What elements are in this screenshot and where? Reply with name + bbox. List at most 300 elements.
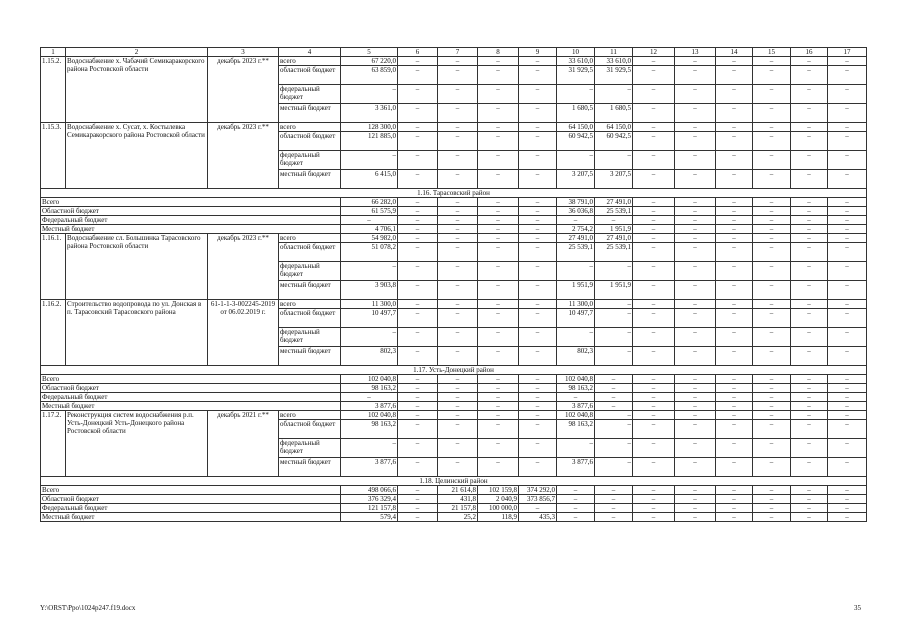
value-cell: – xyxy=(753,85,791,104)
value-cell: – xyxy=(557,328,595,347)
value-cell: – xyxy=(828,486,867,495)
value-cell: 1 951,9 xyxy=(557,281,595,300)
value-cell: – xyxy=(791,123,828,132)
funding-source: всего xyxy=(279,300,341,309)
value-cell: – xyxy=(753,66,791,85)
value-cell: – xyxy=(753,123,791,132)
region-title-row xyxy=(41,366,867,375)
value-cell: – xyxy=(478,170,519,189)
value-cell: – xyxy=(675,439,716,458)
value-cell: – xyxy=(753,393,791,402)
column-number-header: 11 xyxy=(595,48,633,57)
value-cell: – xyxy=(398,375,438,384)
value-cell: – xyxy=(753,513,791,522)
column-number-header: 12 xyxy=(633,48,675,57)
item-term: 61-1-1-3-002245-2019 от 06.02.2019 г. xyxy=(208,300,279,366)
header-row xyxy=(41,48,867,57)
value-cell: – xyxy=(478,207,519,216)
value-cell: – xyxy=(791,151,828,170)
value-cell: – xyxy=(595,513,633,522)
value-cell: – xyxy=(675,262,716,281)
value-cell: – xyxy=(828,420,867,439)
total-label: Всего xyxy=(41,486,341,495)
value-cell: – xyxy=(478,384,519,393)
item-term: декабрь 2023 г.** xyxy=(208,123,279,189)
value-cell: – xyxy=(557,85,595,104)
value-cell: – xyxy=(478,104,519,123)
value-cell: – xyxy=(633,384,675,393)
value-cell: – xyxy=(716,243,753,262)
total-label: Областной бюджет xyxy=(41,495,341,504)
value-cell: – xyxy=(753,495,791,504)
value-cell: – xyxy=(438,151,478,170)
value-cell: – xyxy=(478,439,519,458)
value-cell: – xyxy=(341,393,398,402)
column-number-header: 4 xyxy=(279,48,341,57)
value-cell: – xyxy=(791,411,828,420)
value-cell: – xyxy=(438,198,478,207)
value-cell: 1 680,5 xyxy=(595,104,633,123)
value-cell: – xyxy=(716,458,753,477)
value-cell: – xyxy=(675,151,716,170)
value-cell: – xyxy=(633,207,675,216)
value-cell: – xyxy=(828,458,867,477)
value-cell: – xyxy=(595,262,633,281)
value-cell: – xyxy=(791,216,828,225)
total-label: Федеральный бюджет xyxy=(41,393,341,402)
funding-source: местный бюджет xyxy=(279,281,341,300)
value-cell: – xyxy=(716,486,753,495)
item-number: 1.15.2. xyxy=(41,57,66,123)
funding-source: всего xyxy=(279,57,341,66)
value-cell: – xyxy=(438,347,478,366)
value-cell: – xyxy=(716,513,753,522)
value-cell: – xyxy=(791,375,828,384)
value-cell: – xyxy=(716,207,753,216)
value-cell: – xyxy=(595,458,633,477)
value-cell: – xyxy=(716,420,753,439)
value-cell: – xyxy=(398,104,438,123)
budget-table xyxy=(40,47,867,522)
value-cell: – xyxy=(716,170,753,189)
value-cell: – xyxy=(398,123,438,132)
value-cell: – xyxy=(478,216,519,225)
value-cell: 36 036,8 xyxy=(557,207,595,216)
value-cell: 3 207,5 xyxy=(595,170,633,189)
value-cell: 3 903,8 xyxy=(341,281,398,300)
value-cell: – xyxy=(519,375,557,384)
value-cell: – xyxy=(633,504,675,513)
column-number-header: 15 xyxy=(753,48,791,57)
value-cell: – xyxy=(753,207,791,216)
value-cell: – xyxy=(438,57,478,66)
item-term: декабрь 2023 г.** xyxy=(208,57,279,123)
value-cell: – xyxy=(595,216,633,225)
region-total-row xyxy=(41,198,867,207)
value-cell: – xyxy=(675,504,716,513)
value-cell: – xyxy=(478,57,519,66)
value-cell: – xyxy=(716,132,753,151)
value-cell: 3 877,6 xyxy=(557,402,595,411)
value-cell: 118,9 xyxy=(478,513,519,522)
value-cell: – xyxy=(595,411,633,420)
value-cell: 6 415,0 xyxy=(341,170,398,189)
value-cell: – xyxy=(633,402,675,411)
value-cell: – xyxy=(753,243,791,262)
funding-source: местный бюджет xyxy=(279,458,341,477)
value-cell: – xyxy=(791,66,828,85)
value-cell: – xyxy=(675,309,716,328)
value-cell: – xyxy=(438,439,478,458)
total-label: Федеральный бюджет xyxy=(41,216,341,225)
funding-source: федеральный бюджет xyxy=(279,85,341,104)
value-cell: – xyxy=(478,151,519,170)
value-cell: – xyxy=(753,216,791,225)
region-total-row xyxy=(41,225,867,234)
region-total-row xyxy=(41,393,867,402)
value-cell: – xyxy=(716,66,753,85)
value-cell: – xyxy=(753,384,791,393)
value-cell: – xyxy=(478,243,519,262)
value-cell: 498 066,6 xyxy=(341,486,398,495)
value-cell: – xyxy=(675,216,716,225)
value-cell: – xyxy=(753,281,791,300)
value-cell: – xyxy=(828,243,867,262)
column-number-header: 17 xyxy=(828,48,867,57)
value-cell: – xyxy=(478,402,519,411)
value-cell: – xyxy=(675,495,716,504)
value-cell: – xyxy=(519,66,557,85)
value-cell: – xyxy=(716,504,753,513)
value-cell: – xyxy=(398,458,438,477)
funding-source: всего xyxy=(279,234,341,243)
value-cell: – xyxy=(716,300,753,309)
region-total-row xyxy=(41,495,867,504)
value-cell: – xyxy=(828,513,867,522)
value-cell: 128 300,0 xyxy=(341,123,398,132)
value-cell: – xyxy=(398,281,438,300)
funding-source: всего xyxy=(279,123,341,132)
value-cell: 98 163,2 xyxy=(341,420,398,439)
value-cell: 4 706,1 xyxy=(341,225,398,234)
value-cell: – xyxy=(675,281,716,300)
column-number-header: 9 xyxy=(519,48,557,57)
value-cell: – xyxy=(791,85,828,104)
value-cell: – xyxy=(716,216,753,225)
value-cell: – xyxy=(633,57,675,66)
value-cell: – xyxy=(633,132,675,151)
value-cell: – xyxy=(716,375,753,384)
value-cell: 67 220,0 xyxy=(341,57,398,66)
value-cell: 27 491,0 xyxy=(595,198,633,207)
value-cell: 11 300,0 xyxy=(341,300,398,309)
value-cell: – xyxy=(519,309,557,328)
value-cell: – xyxy=(675,384,716,393)
value-cell: – xyxy=(753,57,791,66)
value-cell: – xyxy=(828,234,867,243)
value-cell: – xyxy=(633,198,675,207)
value-cell: – xyxy=(828,300,867,309)
value-cell: – xyxy=(753,420,791,439)
value-cell: – xyxy=(438,393,478,402)
value-cell: – xyxy=(753,328,791,347)
value-cell: – xyxy=(753,375,791,384)
value-cell: – xyxy=(398,420,438,439)
value-cell: – xyxy=(675,243,716,262)
value-cell: – xyxy=(675,375,716,384)
value-cell: – xyxy=(398,132,438,151)
value-cell: – xyxy=(557,486,595,495)
funding-source: областной бюджет xyxy=(279,132,341,151)
value-cell: – xyxy=(675,170,716,189)
value-cell: – xyxy=(595,495,633,504)
value-cell: – xyxy=(828,170,867,189)
value-cell: – xyxy=(519,347,557,366)
region-total-row xyxy=(41,375,867,384)
value-cell: – xyxy=(791,347,828,366)
value-cell: 376 329,4 xyxy=(341,495,398,504)
region-total-row xyxy=(41,513,867,522)
value-cell: 102 040,8 xyxy=(557,411,595,420)
value-cell: – xyxy=(398,243,438,262)
value-cell: – xyxy=(675,420,716,439)
value-cell: – xyxy=(828,393,867,402)
value-cell: – xyxy=(633,85,675,104)
value-cell: – xyxy=(519,234,557,243)
value-cell: – xyxy=(633,458,675,477)
value-cell: – xyxy=(716,151,753,170)
region-total-row xyxy=(41,384,867,393)
value-cell: – xyxy=(519,123,557,132)
value-cell: 3 207,5 xyxy=(557,170,595,189)
value-cell: 98 163,2 xyxy=(341,384,398,393)
item-number: 1.17.2. xyxy=(41,411,66,477)
value-cell: 64 150,0 xyxy=(557,123,595,132)
column-number-header: 16 xyxy=(791,48,828,57)
value-cell: – xyxy=(633,411,675,420)
value-cell: 1 951,9 xyxy=(595,225,633,234)
value-cell: – xyxy=(557,262,595,281)
value-cell: 63 859,0 xyxy=(341,66,398,85)
value-cell: – xyxy=(557,495,595,504)
value-cell: – xyxy=(791,439,828,458)
value-cell: – xyxy=(519,216,557,225)
value-cell: – xyxy=(398,411,438,420)
value-cell: – xyxy=(633,420,675,439)
value-cell: – xyxy=(398,439,438,458)
value-cell: – xyxy=(438,123,478,132)
value-cell: – xyxy=(519,393,557,402)
value-cell: – xyxy=(791,198,828,207)
value-cell: – xyxy=(753,132,791,151)
value-cell: – xyxy=(478,66,519,85)
value-cell: – xyxy=(716,439,753,458)
value-cell: – xyxy=(791,234,828,243)
value-cell: 3 361,0 xyxy=(341,104,398,123)
total-label: Местный бюджет xyxy=(41,225,341,234)
value-cell: – xyxy=(519,328,557,347)
value-cell: – xyxy=(753,411,791,420)
item-row xyxy=(41,234,867,243)
value-cell: – xyxy=(675,104,716,123)
value-cell: – xyxy=(398,66,438,85)
value-cell: – xyxy=(828,198,867,207)
value-cell: 66 282,0 xyxy=(341,198,398,207)
total-label: Областной бюджет xyxy=(41,384,341,393)
value-cell: – xyxy=(478,234,519,243)
value-cell: – xyxy=(675,123,716,132)
value-cell: 102 040,8 xyxy=(341,375,398,384)
value-cell: 21 157,8 xyxy=(438,504,478,513)
value-cell: – xyxy=(716,495,753,504)
value-cell: – xyxy=(438,411,478,420)
region-title: 1.17. Усть-Донецкий район xyxy=(41,366,867,375)
value-cell: – xyxy=(716,393,753,402)
value-cell: 98 163,2 xyxy=(557,420,595,439)
value-cell: – xyxy=(478,347,519,366)
value-cell: – xyxy=(633,495,675,504)
value-cell: – xyxy=(675,458,716,477)
value-cell: 54 982,0 xyxy=(341,234,398,243)
value-cell: – xyxy=(633,66,675,85)
value-cell: – xyxy=(716,225,753,234)
value-cell: – xyxy=(341,328,398,347)
funding-source: федеральный бюджет xyxy=(279,328,341,347)
value-cell: – xyxy=(675,234,716,243)
value-cell: – xyxy=(675,347,716,366)
value-cell: 31 929,5 xyxy=(595,66,633,85)
value-cell: – xyxy=(791,402,828,411)
value-cell: – xyxy=(633,328,675,347)
value-cell: – xyxy=(828,328,867,347)
value-cell: – xyxy=(398,225,438,234)
value-cell: – xyxy=(828,104,867,123)
item-number: 1.16.2. xyxy=(41,300,66,366)
value-cell: – xyxy=(595,402,633,411)
value-cell: – xyxy=(478,300,519,309)
value-cell: – xyxy=(557,216,595,225)
value-cell: – xyxy=(398,486,438,495)
value-cell: – xyxy=(633,300,675,309)
funding-source: областной бюджет xyxy=(279,420,341,439)
value-cell: – xyxy=(633,375,675,384)
value-cell: – xyxy=(675,411,716,420)
value-cell: – xyxy=(595,420,633,439)
value-cell: – xyxy=(398,57,438,66)
value-cell: – xyxy=(519,420,557,439)
value-cell: – xyxy=(716,328,753,347)
value-cell: – xyxy=(675,513,716,522)
value-cell: – xyxy=(753,262,791,281)
value-cell: – xyxy=(519,104,557,123)
value-cell: 1 951,9 xyxy=(595,281,633,300)
value-cell: – xyxy=(828,309,867,328)
value-cell: – xyxy=(633,393,675,402)
value-cell: – xyxy=(438,384,478,393)
value-cell: – xyxy=(633,243,675,262)
value-cell: – xyxy=(595,309,633,328)
value-cell: 25 539,1 xyxy=(595,207,633,216)
value-cell: – xyxy=(633,486,675,495)
item-name: Строительство водопровода по ул. Донская в п. Тарасовский Тарасовского района xyxy=(66,300,208,366)
value-cell: 27 491,0 xyxy=(557,234,595,243)
value-cell: – xyxy=(519,132,557,151)
value-cell: – xyxy=(595,504,633,513)
value-cell: – xyxy=(519,402,557,411)
column-number-header: 10 xyxy=(557,48,595,57)
item-number: 1.16.1. xyxy=(41,234,66,300)
value-cell: 11 300,0 xyxy=(557,300,595,309)
item-term: декабрь 2023 г.** xyxy=(208,234,279,300)
value-cell: – xyxy=(398,207,438,216)
value-cell: 64 150,0 xyxy=(595,123,633,132)
item-row xyxy=(41,57,867,66)
value-cell: 1 680,5 xyxy=(557,104,595,123)
funding-source: всего xyxy=(279,411,341,420)
value-cell: – xyxy=(675,393,716,402)
value-cell: – xyxy=(478,123,519,132)
value-cell: – xyxy=(519,384,557,393)
funding-source: областной бюджет xyxy=(279,243,341,262)
value-cell: – xyxy=(675,66,716,85)
value-cell: 60 942,5 xyxy=(595,132,633,151)
value-cell: – xyxy=(753,151,791,170)
value-cell: – xyxy=(828,85,867,104)
value-cell: 10 497,7 xyxy=(341,309,398,328)
funding-source: федеральный бюджет xyxy=(279,262,341,281)
value-cell: – xyxy=(675,207,716,216)
value-cell: – xyxy=(557,504,595,513)
funding-source: областной бюджет xyxy=(279,66,341,85)
value-cell: 102 159,8 xyxy=(478,486,519,495)
value-cell: – xyxy=(438,300,478,309)
value-cell: – xyxy=(716,411,753,420)
value-cell: 435,3 xyxy=(519,513,557,522)
value-cell: – xyxy=(633,439,675,458)
value-cell: – xyxy=(557,393,595,402)
value-cell: – xyxy=(519,151,557,170)
value-cell: 25 539,1 xyxy=(595,243,633,262)
total-label: Областной бюджет xyxy=(41,207,341,216)
value-cell: – xyxy=(716,347,753,366)
value-cell: 579,4 xyxy=(341,513,398,522)
region-title-row xyxy=(41,477,867,486)
value-cell: – xyxy=(478,198,519,207)
value-cell: – xyxy=(595,151,633,170)
item-name: Водоснабжение х. Сусат, х. Костылевка Семикаракорского района Ростовской области xyxy=(66,123,208,189)
value-cell: – xyxy=(716,402,753,411)
value-cell: – xyxy=(716,309,753,328)
region-total-row xyxy=(41,207,867,216)
value-cell: 121 157,8 xyxy=(341,504,398,513)
value-cell: – xyxy=(438,85,478,104)
value-cell: – xyxy=(716,384,753,393)
value-cell: – xyxy=(519,439,557,458)
funding-source: федеральный бюджет xyxy=(279,151,341,170)
column-number-header: 14 xyxy=(716,48,753,57)
region-total-row xyxy=(41,486,867,495)
value-cell: – xyxy=(398,309,438,328)
value-cell: – xyxy=(791,495,828,504)
value-cell: – xyxy=(478,393,519,402)
value-cell: – xyxy=(398,300,438,309)
value-cell: – xyxy=(753,300,791,309)
value-cell: – xyxy=(753,504,791,513)
value-cell: – xyxy=(791,420,828,439)
value-cell: – xyxy=(675,300,716,309)
value-cell: 373 856,7 xyxy=(519,495,557,504)
value-cell: – xyxy=(791,328,828,347)
